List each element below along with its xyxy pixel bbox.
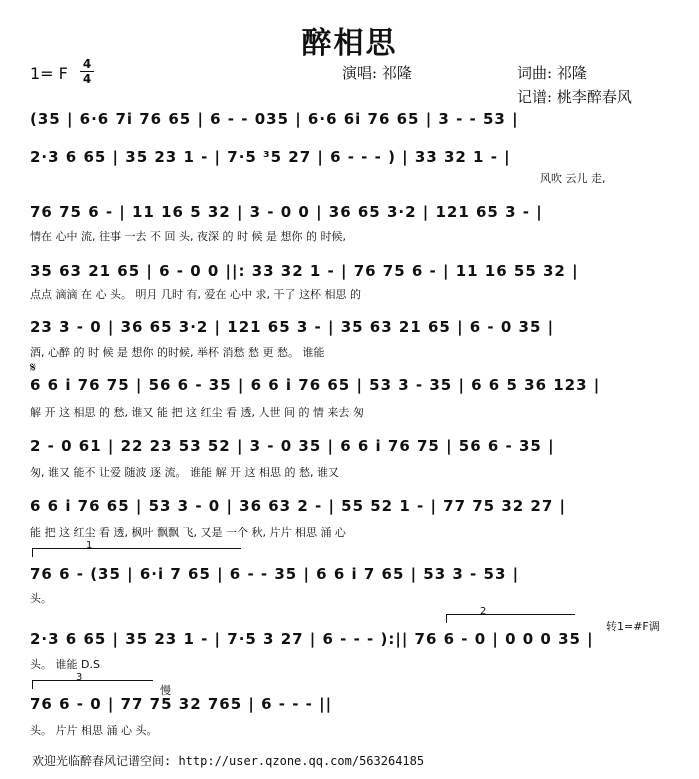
tempo-mark: 慢 [160, 684, 171, 697]
notation-line-3: 76 75 6 - | 11 16 5 32 | 3 - 0 0 | 36 65 3·2 | 121 65 3 - | [30, 203, 543, 221]
volta-bracket-2 [446, 614, 575, 623]
time-signature-bottom: 4 [82, 72, 92, 86]
notation-line-7: 2 - 0 61 | 22 23 53 52 | 3 - 0 35 | 6 6 i 76 75 | 56 6 - 35 | [30, 437, 555, 455]
key-signature: 1= F [30, 64, 68, 83]
composer-credit: 词曲: 祁隆 [517, 64, 587, 82]
notation-line-10: 2·3 6 65 | 35 23 1 - | 7·5 3 27 | 6 - - - ):|| 76 6 - 0 | 0 0 0 35 | [30, 630, 594, 648]
notation-line-5: 23 3 - 0 | 36 65 3·2 | 121 65 3 - | 35 63 21 65 | 6 - 0 35 | [30, 318, 555, 336]
lyric-line-9: 头。 [30, 592, 52, 605]
volta-number-3: 3 [76, 672, 83, 683]
notation-line-1: (35 | 6·6 7i 76 65 | 6 - - 035 | 6·6 6i 76 65 | 3 - - 53 | [30, 110, 519, 128]
lyric-line-4: 点点 滴滴 在 心 头。 明月 几时 有, 爱在 心中 求, 干了 这杯 相思 的 [30, 288, 361, 301]
lyric-line-5: 酒, 心醉 的 时 候 是 想你 的时候, 举杯 消愁 愁 更 愁。 谁能 [30, 346, 325, 359]
volta-number-1: 1 [86, 540, 93, 551]
time-signature [80, 58, 94, 85]
lyric-line-11: 头。 片片 相思 涌 心 头。 [30, 724, 158, 737]
singer-credit: 演唱: 祁隆 [342, 64, 412, 82]
notation-line-8: 6 6 i 76 65 | 53 3 - 0 | 36 63 2 - | 55 52 1 - | 77 75 32 27 | [30, 497, 567, 515]
lyric-line-8: 能 把 这 红尘 看 透, 枫叶 飘飘 飞, 又是 一个 秋, 片片 相思 涌 心 [30, 526, 346, 539]
notation-line-6: 6 6 i 76 75 | 56 6 - 35 | 6 6 i 76 65 | 53 3 - 35 | 6 6 5 36 123 | [30, 376, 601, 394]
notation-line-11: 76 6 - 0 | 77 75 32 765 | 6 - - - || [30, 695, 333, 713]
lyric-line-2: 风吹 云儿 走, [540, 172, 606, 185]
score-title: 醉相思 [301, 26, 398, 61]
footer-credit: 欢迎光临醉春风记谱空间: http://user.qzone.qq.com/563264185 [32, 754, 425, 768]
lyric-line-10: 头。 谁能 D.S [30, 658, 100, 671]
notation-line-2: 2·3 6 65 | 35 23 1 - | 7·5 ³5 27 | 6 - - - ) | 33 32 1 - | [30, 148, 511, 166]
lyric-line-6: 解 开 这 相思 的 愁, 谁又 能 把 这 红尘 看 透, 人世 间 的 情 来去 匆 [30, 406, 364, 419]
transcriber-credit: 记谱: 桃李醉春风 [517, 88, 632, 106]
volta-number-2: 2 [480, 606, 487, 617]
volta-bracket-3 [32, 680, 153, 689]
lyric-line-3: 情在 心中 流, 往事 一去 不 回 头, 夜深 的 时 候 是 想你 的 时候, [30, 230, 346, 243]
time-signature-top: 4 [82, 57, 92, 71]
lyric-line-7: 匆, 谁又 能不 让爱 随波 逐 流。 谁能 解 开 这 相思 的 愁, 谁又 [30, 466, 339, 479]
segno-sign: 𝄋 [30, 360, 37, 376]
modulation-mark: 转1=#F调 [606, 620, 660, 633]
notation-line-4: 35 63 21 65 | 6 - 0 0 ||: 33 32 1 - | 76 75 6 - | 11 16 55 32 | [30, 262, 579, 280]
notation-line-9: 76 6 - (35 | 6·i 7 65 | 6 - - 35 | 6 6 i 7 65 | 53 3 - 53 | [30, 565, 520, 583]
volta-bracket-1 [32, 548, 241, 557]
